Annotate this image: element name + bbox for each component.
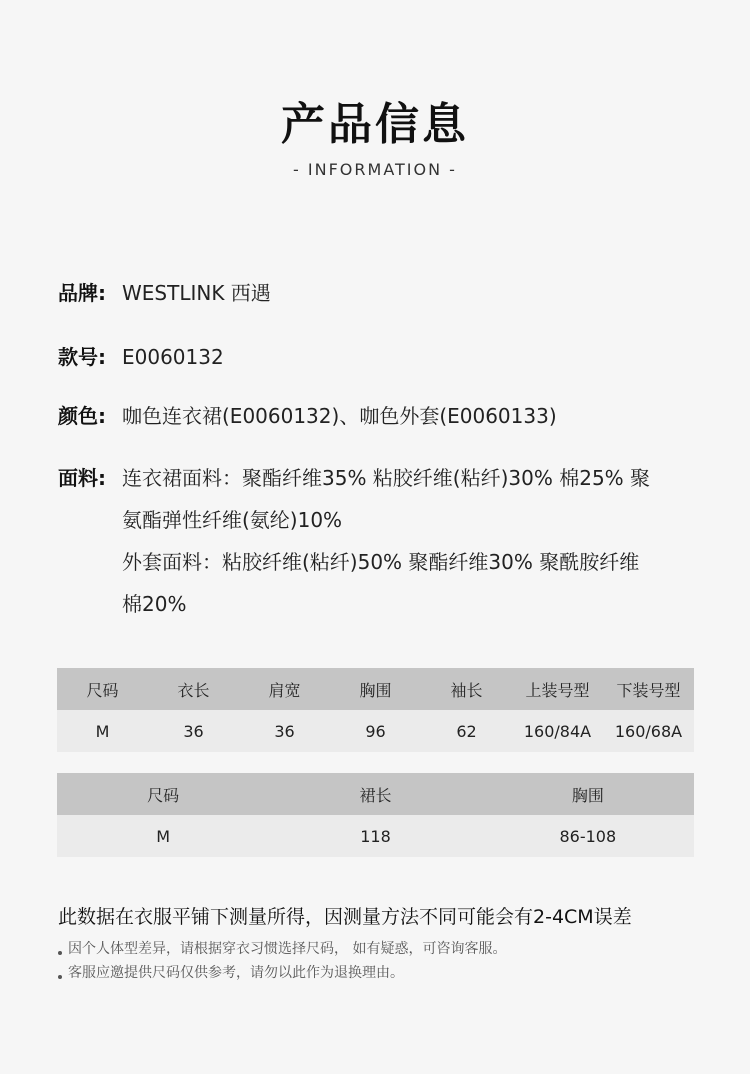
table-cell: 36 [239, 710, 330, 752]
fabric-label: 面料: [58, 466, 106, 490]
table-header-row [57, 773, 694, 815]
table-cell: 160/68A [603, 710, 694, 752]
header-cell: 袖长 [421, 668, 512, 710]
table-row [57, 710, 694, 752]
table-cell: 96 [330, 710, 421, 752]
header-cell: 肩宽 [239, 668, 330, 710]
header-cell: 胸围 [482, 773, 694, 815]
fabric-value [122, 457, 702, 625]
table-cell: 36 [148, 710, 239, 752]
header-cell: 胸围 [330, 668, 421, 710]
note-text: 因个人体型差异，请根据穿衣习惯选择尺码， 如有疑惑，可咨询客服。 [68, 941, 507, 957]
table-cell: 160/84A [512, 710, 603, 752]
page-subtitle: - INFORMATION - [293, 160, 457, 179]
header-cell: 尺码 [57, 668, 148, 710]
style-number-label: 款号: [58, 345, 106, 369]
table-cell: M [57, 710, 148, 752]
table-cell: 86-108 [482, 815, 694, 857]
note-item [58, 938, 506, 958]
page-title: 产品信息 [281, 99, 469, 150]
header-cell: 下装号型 [603, 668, 694, 710]
measurement-note: 此数据在衣服平铺下测量所得，因测量方法不同可能会有2-4CM误差 [58, 906, 632, 928]
header-cell: 衣长 [148, 668, 239, 710]
note-item [58, 962, 404, 982]
fabric-line: 棉20% [122, 592, 187, 616]
table-cell: M [57, 815, 269, 857]
header-cell: 裙长 [269, 773, 481, 815]
fabric-line: 氨酯弹性纤维(氨纶)10% [122, 508, 343, 532]
bullet-icon [58, 951, 62, 955]
fabric-line: 外套面料：粘胶纤维(粘纤)50% 聚酯纤维30% 聚酰胺纤维 [122, 550, 640, 574]
size-table-bottom [57, 773, 694, 857]
table-row [57, 815, 694, 857]
color-label: 颜色: [58, 404, 106, 428]
table-header-row [57, 668, 694, 710]
style-number-value: E0060132 [122, 345, 224, 369]
brand-value: WESTLINK 西遇 [122, 281, 271, 305]
color-value: 咖色连衣裙(E0060132)、咖色外套(E0060133) [122, 404, 557, 428]
table-cell: 118 [269, 815, 481, 857]
header-cell: 尺码 [57, 773, 269, 815]
bullet-icon [58, 975, 62, 979]
table-cell: 62 [421, 710, 512, 752]
fabric-line: 连衣裙面料：聚酯纤维35% 粘胶纤维(粘纤)30% 棉25% 聚 [122, 466, 651, 490]
note-text: 客服应邀提供尺码仅供参考，请勿以此作为退换理由。 [68, 965, 404, 981]
brand-label: 品牌: [58, 281, 106, 305]
header-cell: 上装号型 [512, 668, 603, 710]
size-table-top [57, 668, 694, 752]
